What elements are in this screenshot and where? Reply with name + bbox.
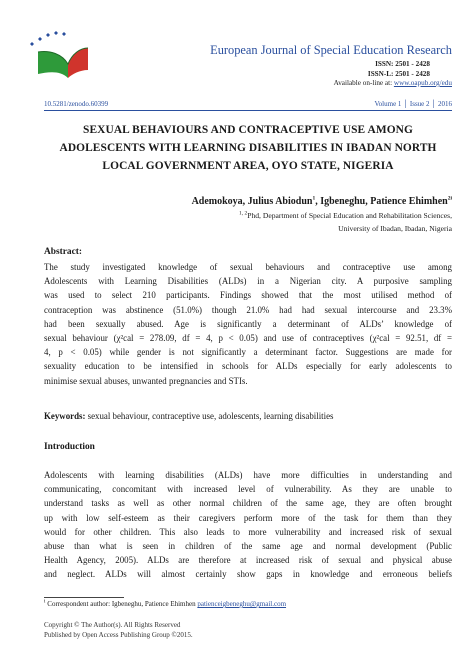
- introduction-heading: Introduction: [44, 442, 95, 452]
- available-label: Available on-line at:: [333, 79, 394, 87]
- intro-line: would for other children. This also leads to more vulnerability and increased risk of sexual: [44, 526, 452, 537]
- abstract-line: contraception was abstinence (51.0%) though 21.0% had had sexual intercourse and 23.3%: [44, 304, 452, 315]
- footnote-divider: [44, 597, 124, 598]
- abstract-line: sexuality education to be intensified in schools for ALDs especially for early adolescents to: [44, 361, 452, 372]
- abstract-heading: Abstract:: [44, 247, 83, 257]
- abstract-line: The study investigated knowledge of sexual behaviours and contraceptive use among: [44, 262, 452, 272]
- footnote-text: Correspondent author: Igbeneghu, Patience Ehimhen: [45, 600, 198, 608]
- journal-url-link[interactable]: www.oapub.org/edu: [393, 79, 452, 87]
- abstract-line: had been sexually abused. Age is significantly a determinant of ALDs’ knowledge of: [44, 318, 452, 329]
- intro-line: Health Agency, 2005). ALDs are therefore at increased risk of sexual and physical abuse: [44, 555, 452, 566]
- title-line: ADOLESCENTS WITH LEARNING DISABILITIES IN IBADAN NORTH: [59, 142, 437, 154]
- intro-line: communicating, concomitant with increased level of vulnerability. As they are unable to: [44, 484, 452, 495]
- journal-title: European Journal of Special Education Research: [210, 43, 452, 57]
- keywords-label: Keywords:: [44, 411, 86, 421]
- volume-issue: Volume 1 │ Issue 2 │ 2016: [374, 100, 452, 108]
- abstract-line: sexual behaviour (χ²cal = 278.09, df = 4, p < 0.05) and use of contraceptives (χ²cal = 92.51, df =: [44, 333, 452, 344]
- author-1: Ademokoya, Julius Abiodun: [191, 196, 313, 207]
- affiliation-line: [239, 211, 452, 220]
- availability-line: [334, 79, 452, 87]
- intro-line: abuse than what is seen in children of the same age and normal development (Public: [44, 541, 452, 552]
- affiliation-text: Phd, Department of Special Education and Rehabilitation Sciences,: [247, 211, 452, 220]
- publisher-line: Published by Open Access Publishing Group ©2015.: [44, 631, 193, 639]
- keywords-text: sexual behaviour, contraceptive use, adolescents, learning disabilities: [85, 411, 334, 421]
- title-line: LOCAL GOVERNMENT AREA, OYO STATE, NIGERIA: [102, 160, 394, 172]
- abstract-body: [44, 260, 452, 388]
- abstract-line: Adolescents with Learning Disabilities (ALDs) in a Nigerian city. A purposive sampling: [44, 276, 452, 287]
- header-divider: [44, 110, 452, 111]
- doi-link[interactable]: 10.5281/zenodo.60399: [44, 100, 109, 108]
- abstract-line: was used to select 210 participants. Findings showed that the most utilised method of: [44, 290, 452, 301]
- title-line: SEXUAL BEHAVIOURS AND CONTRACEPTIVE USE AMONG: [83, 124, 413, 136]
- intro-line: and neglect. ALDs will almost certainly show gaps in knowledge and erroneous beliefs: [44, 569, 452, 580]
- author-1-marker: 1: [312, 195, 316, 202]
- article-meta-line: [44, 100, 452, 110]
- intro-line: up with low self-esteem as their caregivers perform more of the task for them than they: [44, 512, 452, 523]
- abstract-line: 4, p < 0.05) while gender is not significantly a determinant factor. Suggestions are made for: [44, 347, 452, 358]
- journal-logo-icon: [28, 30, 90, 80]
- introduction-body: [44, 468, 452, 582]
- abstract-line: minimise sexual abuses, unwanted pregnancies and STIs.: [44, 375, 248, 386]
- issn: ISSN: 2501 - 2428: [375, 60, 430, 68]
- keywords-line: [44, 409, 452, 423]
- intro-line: Adolescents with learning disabilities (ALDs) have more difficulties in understanding and: [44, 470, 452, 480]
- affiliation-marker: 1, 2: [238, 210, 248, 217]
- author-line: [192, 196, 452, 207]
- author-2-marker: 2i: [447, 195, 452, 202]
- footnote: [44, 600, 286, 608]
- footnote-marker: i: [44, 598, 46, 605]
- issn-l: ISSN-L: 2501 - 2428: [367, 70, 430, 78]
- article-title: [44, 121, 452, 175]
- affiliation-line: University of Ibadan, Ibadan, Nigeria: [338, 224, 452, 233]
- intro-line: understand tasks as well as other normal children of the same age, they are often brought: [44, 498, 452, 509]
- author-email-link[interactable]: patienceigbeneghu@gmail.com: [197, 600, 287, 608]
- copyright-line: Copyright © The Author(s). All Rights Reserved: [44, 621, 181, 629]
- author-2: , Igbeneghu, Patience Ehimhen: [315, 196, 448, 207]
